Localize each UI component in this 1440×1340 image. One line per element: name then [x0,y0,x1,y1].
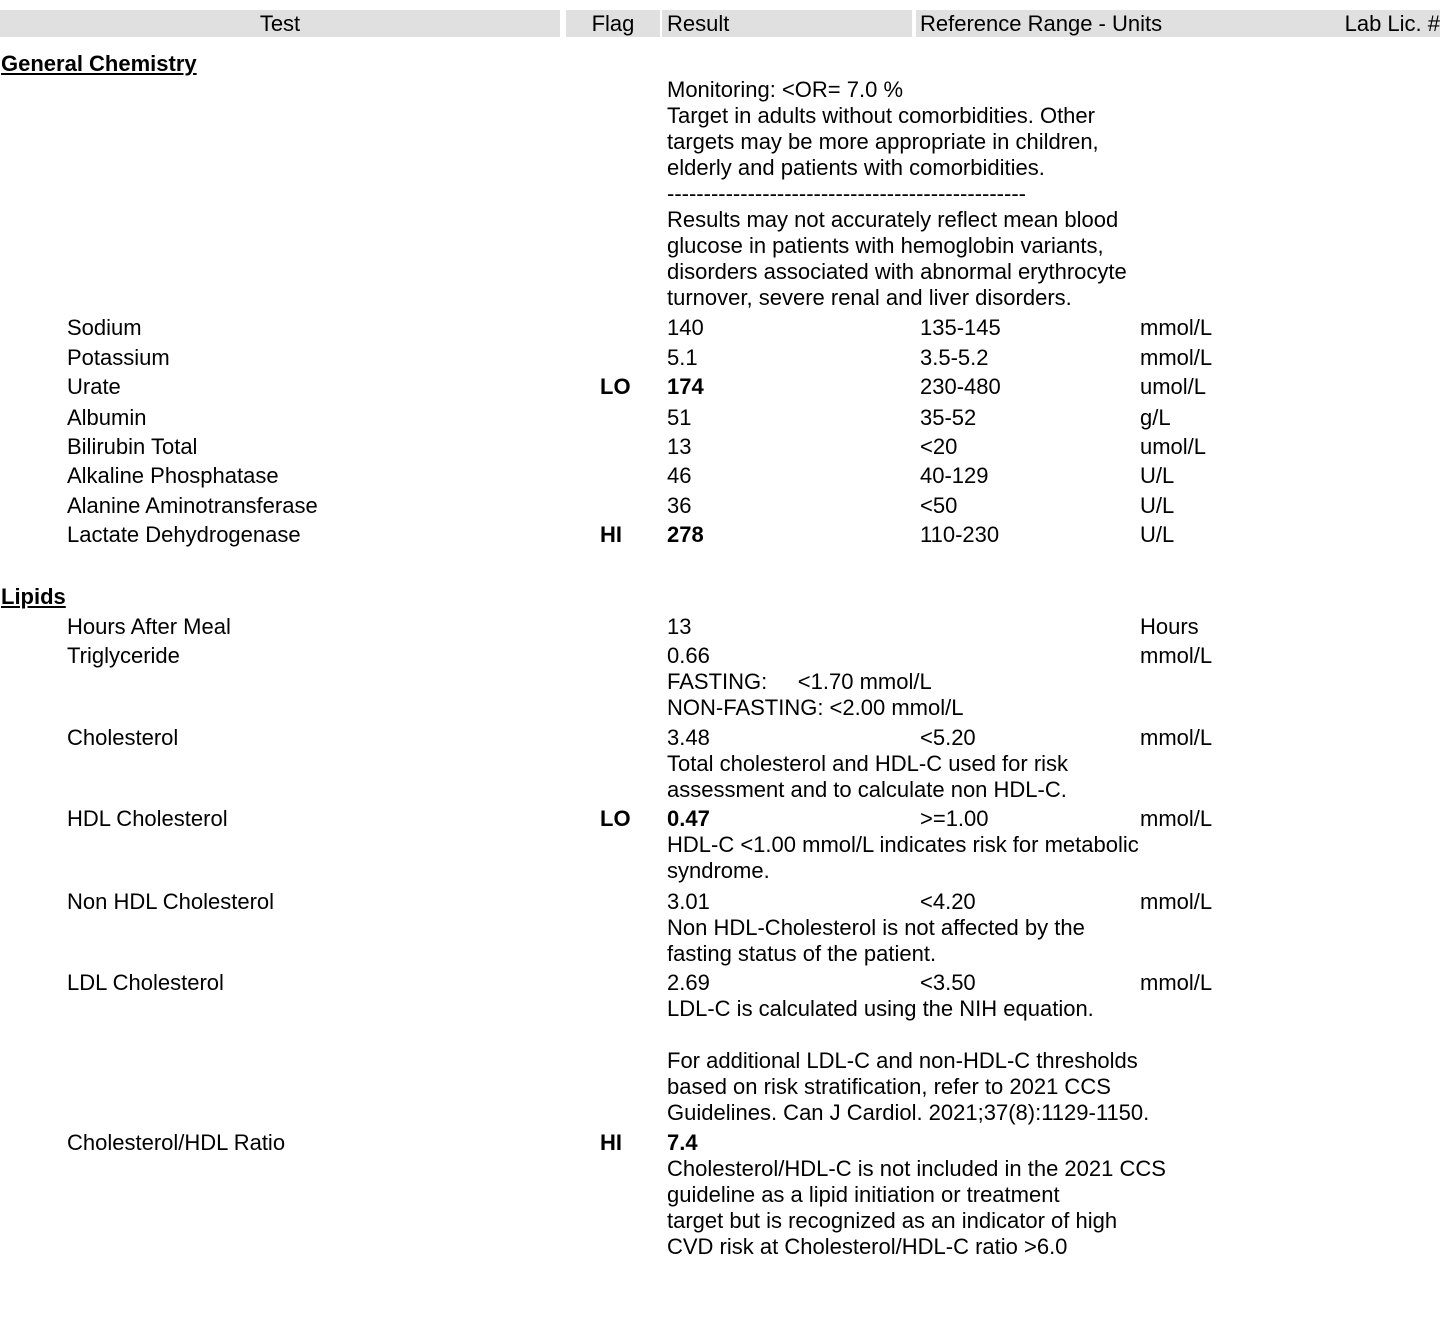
comment-line: fasting status of the patient. [667,941,937,966]
flag-badge: HI [600,1130,622,1155]
comment-line: NON-FASTING: <2.00 mmol/L [667,695,964,720]
result-value: 36 [667,493,692,518]
test-name: Albumin [67,405,147,430]
result-value: 140 [667,315,704,340]
chemistry-row [0,374,1440,400]
header-lab-license: Lab Lic. # [1344,11,1440,36]
test-name: LDL Cholesterol [67,970,224,995]
lipid-row [0,725,1440,751]
comment-line: Guidelines. Can J Cardiol. 2021;37(8):1129-1150. [667,1100,1150,1125]
comment-line: Cholesterol/HDL-C is not included in the 2021 CCS [667,1156,1166,1181]
result-value: 46 [667,463,692,488]
result-value: 13 [667,614,692,639]
comment-line: target but is recognized as an indicator of high [667,1208,1118,1233]
chemistry-row [0,405,1440,431]
reference-range: 3.5-5.2 [920,345,989,370]
test-name: Cholesterol [67,725,179,750]
chemistry-row [0,315,1440,341]
comment-line: based on risk stratification, refer to 2021 CCS [667,1074,1111,1099]
test-name: Bilirubin Total [67,434,198,459]
column-header-bar [0,10,1440,37]
section-lipids: Lipids [1,584,66,609]
lipid-row [0,970,1440,996]
result-value: 13 [667,434,692,459]
result-value: 5.1 [667,345,698,370]
test-name: Sodium [67,315,142,340]
flag-badge: HI [600,522,622,547]
note-line: Target in adults without comorbidities. Other [667,103,1095,128]
test-name: HDL Cholesterol [67,806,228,831]
note-line: Results may not accurately reflect mean blood [667,207,1119,232]
reference-range: <5.20 [920,725,976,750]
comment-line: For additional LDL-C and non-HDL-C thresholds [667,1048,1138,1073]
note-line: glucose in patients with hemoglobin variants, [667,233,1104,258]
units: g/L [1140,405,1171,430]
result-value: 174 [667,374,704,399]
result-value: 0.47 [667,806,710,831]
comment-line: CVD risk at Cholesterol/HDL-C ratio >6.0 [667,1234,1068,1259]
reference-range: 110-230 [920,522,1000,547]
units: mmol/L [1140,315,1213,340]
units: umol/L [1140,434,1207,459]
reference-range: <3.50 [920,970,976,995]
comment-line: FASTING: <1.70 mmol/L [667,669,932,694]
header-result: Result [662,10,912,37]
test-name: Cholesterol/HDL Ratio [67,1130,286,1155]
comment-line: HDL-C <1.00 mmol/L indicates risk for metabolic [667,832,1139,857]
result-value: 3.48 [667,725,710,750]
units: mmol/L [1140,889,1213,914]
note-line: Monitoring: <OR= 7.0 % [667,77,904,102]
reference-range: 135-145 [920,315,1001,340]
chemistry-row [0,434,1440,460]
units: mmol/L [1140,970,1213,995]
note-line: ------------------------------------------------- [667,181,1026,206]
reference-range: >=1.00 [920,806,989,831]
units: U/L [1140,522,1175,547]
lipid-row [0,889,1440,915]
result-value: 51 [667,405,692,430]
header-reference-range [916,10,1440,37]
units: mmol/L [1140,806,1213,831]
reference-range: <4.20 [920,889,976,914]
flag-badge: LO [600,374,631,399]
test-name: Non HDL Cholesterol [67,889,275,914]
comment-line: syndrome. [667,858,770,883]
reference-range: 230-480 [920,374,1001,399]
test-name: Hours After Meal [67,614,231,639]
comment-line: guideline as a lipid initiation or treatment [667,1182,1060,1207]
units: umol/L [1140,374,1207,399]
chemistry-row [0,345,1440,371]
test-name: Lactate Dehydrogenase [67,522,301,547]
units: U/L [1140,493,1175,518]
units: mmol/L [1140,345,1213,370]
chemistry-row [0,493,1440,519]
units: mmol/L [1140,725,1213,750]
note-line: targets may be more appropriate in children, [667,129,1099,154]
test-name: Alanine Aminotransferase [67,493,318,518]
lipid-row [0,614,1440,640]
comment-line: Total cholesterol and HDL-C used for risk [667,751,1069,776]
result-value: 278 [667,522,704,547]
result-value: 2.69 [667,970,710,995]
units: U/L [1140,463,1175,488]
result-value: 7.4 [667,1130,698,1155]
comment-line: Non HDL-Cholesterol is not affected by the [667,915,1085,940]
header-flag: Flag [566,10,660,37]
lipid-row [0,643,1440,669]
reference-range: 35-52 [920,405,977,430]
units: mmol/L [1140,643,1213,668]
note-line: disorders associated with abnormal erythrocyte [667,259,1127,284]
comment-line: LDL-C is calculated using the NIH equation. [667,996,1094,1021]
note-line: turnover, severe renal and liver disorders. [667,285,1072,310]
result-value: 3.01 [667,889,710,914]
comment-line: assessment and to calculate non HDL-C. [667,777,1067,802]
test-name: Triglyceride [67,643,180,668]
chemistry-row [0,522,1440,548]
lipid-row [0,1130,1440,1156]
reference-range: <20 [920,434,958,459]
chemistry-row [0,463,1440,489]
header-range-label: Reference Range - Units [920,11,1163,36]
header-test: Test [0,10,560,37]
test-name: Alkaline Phosphatase [67,463,279,488]
section-general-chemistry: General Chemistry [1,51,197,76]
units: Hours [1140,614,1199,639]
reference-range: <50 [920,493,958,518]
result-value: 0.66 [667,643,710,668]
test-name: Potassium [67,345,170,370]
reference-range: 40-129 [920,463,989,488]
flag-badge: LO [600,806,631,831]
lipid-row [0,806,1440,832]
test-name: Urate [67,374,121,399]
note-line: elderly and patients with comorbidities. [667,155,1045,180]
